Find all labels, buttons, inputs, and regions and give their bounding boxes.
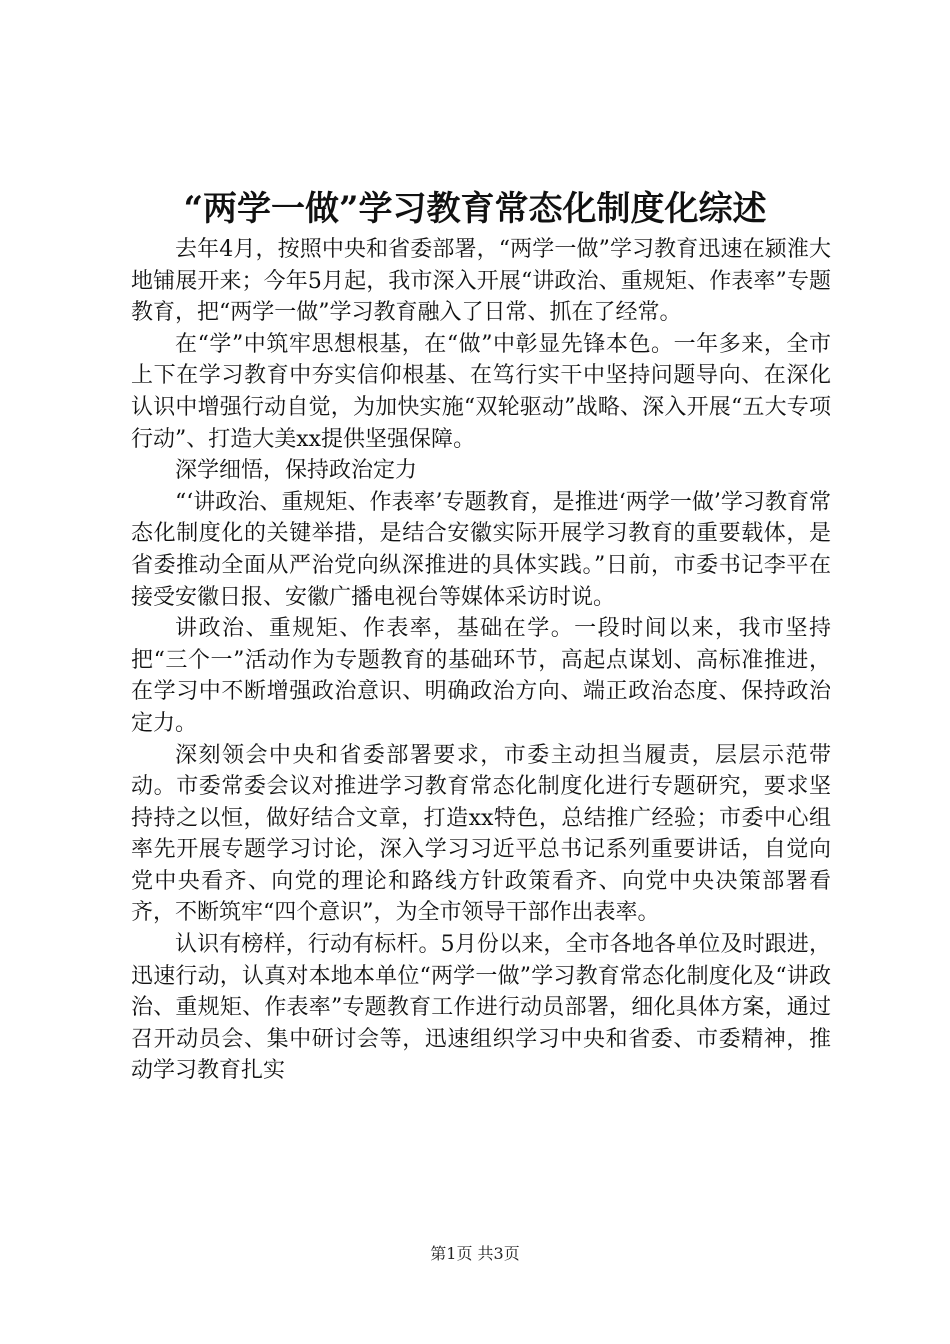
section-heading-1: 深学细悟，保持政治定力 <box>175 458 418 484</box>
paragraph-1: 去年4月，按照中央和省委部署，“两学一做”学习教育迅速在颍淮大地铺展开来；今年5月起，我市深入开展“讲政治、重规矩、作表率”专题教育，把“两学一做”学习教育融入了日常、抓在了经常。 <box>131 237 831 326</box>
document-body <box>131 234 831 1087</box>
paragraph-2: 在“学”中筑牢思想根基，在“做”中彰显先锋本色。一年多来，全市上下在学习教育中夯实信仰根基、在笃行实干中坚持问题导向、在深化认识中增强行动自觉，为加快实施“双轮驱动”战略、深入开展“五大专项行动”、打造大美xx提供坚强保障。 <box>131 331 831 452</box>
paragraph-6: 认识有榜样，行动有标杆。5月份以来，全市各地各单位及时跟进，迅速行动，认真对本地本单位“两学一做”学习教育常态化制度化及“讲政治、重规矩、作表率”专题教育工作进行动员部署，细化具体方案，通过召开动员会、集中研讨会等，迅速组织学习中央和省委、市委精神，推动学习教育扎实 <box>131 932 831 1084</box>
document-title: “两学一做”学习教育常态化制度化综述 <box>183 189 767 229</box>
page-footer: 第1页 共3页 <box>430 1244 520 1263</box>
paragraph-5: 深刻领会中央和省委部署要求，市委主动担当履责，层层示范带动。市委常委会议对推进学习教育常态化制度化进行专题研究，要求坚持持之以恒，做好结合文章，打造xx特色，总结推广经验；市委中心组率先开展专题学习讨论，深入学习习近平总书记系列重要讲话，自觉向党中央看齐、向党的理论和路线方针政策看齐、向党中央决策部署看齐，不断筑牢“四个意识”，为全市领导干部作出表率。 <box>131 742 831 926</box>
paragraph-3: “‘讲政治、重规矩、作表率’专题教育，是推进‘两学一做’学习教育常态化制度化的关键举措，是结合安徽实际开展学习教育的重要载体，是省委推动全面从严治党向纵深推进的具体实践。”日前，市委书记李平在接受安徽日报、安徽广播电视台等媒体采访时说。 <box>131 489 831 610</box>
paragraph-4: 讲政治、重规矩、作表率，基础在学。一段时间以来，我市坚持把“三个一”活动作为专题教育的基础环节，高起点谋划、高标准推进，在学习中不断增强政治意识、明确政治方向、端正政治态度、保持政治定力。 <box>131 616 831 736</box>
